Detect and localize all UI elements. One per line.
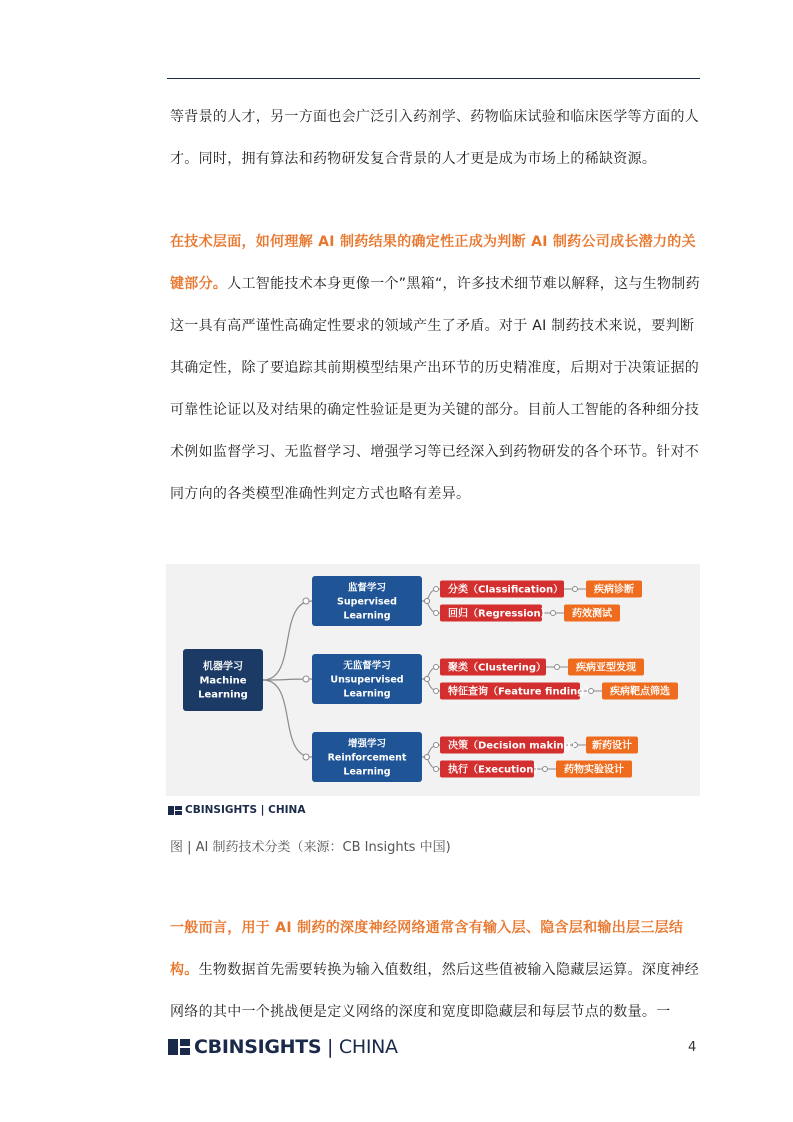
- connector-dot: [434, 611, 439, 616]
- paragraph-certainty-body: 人工智能技术本身更像一个”黑箱“，许多技术细节难以解释，这与生物制药这一具有高严谨性高确定性要求的领域产生了矛盾。对于 AI 制药技术来说，要判断其确定性，除了要追踪其前期模型结果产出环节的历史精准度，后期对于决策证据的可靠性论证以及对结果的确定性验证是更为关键的部分。目前人工智能的各种细分技术例如监督学习、无监督学习、增强学习等已经深入到药物研发的各个环节。针对不同方向的各类模型准确性判定方式也略有差异。: [170, 276, 700, 502]
- branch-node-1-label-line-3: Learning: [343, 610, 391, 622]
- method-label: 决策（Decision making）: [448, 740, 581, 752]
- application-label: 药效测试: [572, 608, 612, 620]
- connector-dot: [555, 665, 560, 670]
- connector-dot: [551, 611, 556, 616]
- connector-dot: [434, 743, 439, 748]
- paragraph-dnn-highlight: 一般而言，用于 AI 制药的深度神经网络通常含有输入层、隐含层和输出层三层结构。: [170, 920, 684, 978]
- application-label: 疾病靶点筛选: [610, 686, 670, 698]
- application-label: 药物实验设计: [564, 764, 624, 776]
- footer-logo-separator: |: [321, 1036, 339, 1058]
- paragraph-dnn-body: 生物数据首先需要转换为输入值数组，然后这些值被输入隐藏层运算。深度神经网络的其中一个挑战便是定义网络的深度和宽度即隐藏层和每层节点的数量。一: [170, 962, 700, 1020]
- root-node-label-line-3: Learning: [198, 689, 248, 701]
- ml-classification-diagram: [166, 564, 700, 796]
- method-label: 回归（Regression）: [448, 608, 551, 620]
- cb-logo-mark-icon: [168, 1039, 190, 1055]
- method-label: 执行（Execution）: [448, 764, 544, 776]
- branch-node-3-label-line-2: Reinforcement: [327, 752, 407, 764]
- paragraph-certainty: [170, 221, 700, 515]
- method-label: 特征查询（Feature finding）: [448, 686, 595, 698]
- root-node-label-line-1: 机器学习: [203, 661, 243, 673]
- footer-logo-main: CBINSIGHTS: [194, 1036, 322, 1058]
- branch-node-3-label-line-3: Learning: [343, 766, 391, 778]
- method-label: 分类（Classification）: [448, 584, 564, 596]
- cb-logo-mark-icon: [168, 806, 182, 815]
- connector-dot: [303, 754, 309, 760]
- branch-node-2-label-line-2: Unsupervised: [330, 674, 404, 686]
- paragraph-talent: 等背景的人才，另一方面也会广泛引入药剂学、药物临床试验和临床医学等方面的人才。同时，拥有算法和药物研发复合背景的人才更是成为市场上的稀缺资源。: [170, 109, 700, 167]
- root-node-label-line-2: Machine: [199, 675, 247, 687]
- footer-logo-china: CHINA: [338, 1036, 398, 1058]
- cb-insights-footer-logo: [168, 1036, 398, 1058]
- connector-dot: [434, 665, 439, 670]
- application-label: 新药设计: [592, 740, 632, 752]
- page-number: 4: [688, 1040, 697, 1055]
- method-label: 聚类（Clustering）: [448, 662, 547, 674]
- application-label: 疾病亚型发现: [576, 662, 636, 674]
- branch-node-3-label-line-1: 增强学习: [347, 738, 387, 750]
- cb-insights-small-logo: [168, 804, 305, 816]
- figure-caption: 图 | AI 制药技术分类（来源：CB Insights 中国): [170, 840, 451, 855]
- connector-dot: [303, 676, 309, 682]
- paragraph-certainty-highlight: 在技术层面，如何理解 AI 制药结果的确定性正成为判断 AI 制药公司成长潜力的关键部分。: [170, 234, 696, 292]
- branch-node-1-label-line-2: Supervised: [337, 596, 397, 608]
- branch-node-1-label-line-1: 监督学习: [347, 582, 387, 594]
- branch-node-2-label-line-1: 无监督学习: [343, 660, 391, 672]
- application-label: 疾病诊断: [594, 584, 634, 596]
- branch-node-2-label-line-3: Learning: [343, 688, 391, 700]
- connector-dot: [303, 598, 309, 604]
- header-rule: [167, 78, 700, 79]
- paragraph-dnn: [170, 907, 700, 1033]
- connector-dot: [425, 755, 430, 760]
- connector-dot: [434, 767, 439, 772]
- connector-dot: [425, 677, 430, 682]
- connector-dot: [425, 599, 430, 604]
- connector-dot: [434, 689, 439, 694]
- connector-dot: [434, 587, 439, 592]
- connector-dot: [573, 587, 578, 592]
- cb-insights-small-logo-text: CBINSIGHTS | CHINA: [185, 804, 306, 816]
